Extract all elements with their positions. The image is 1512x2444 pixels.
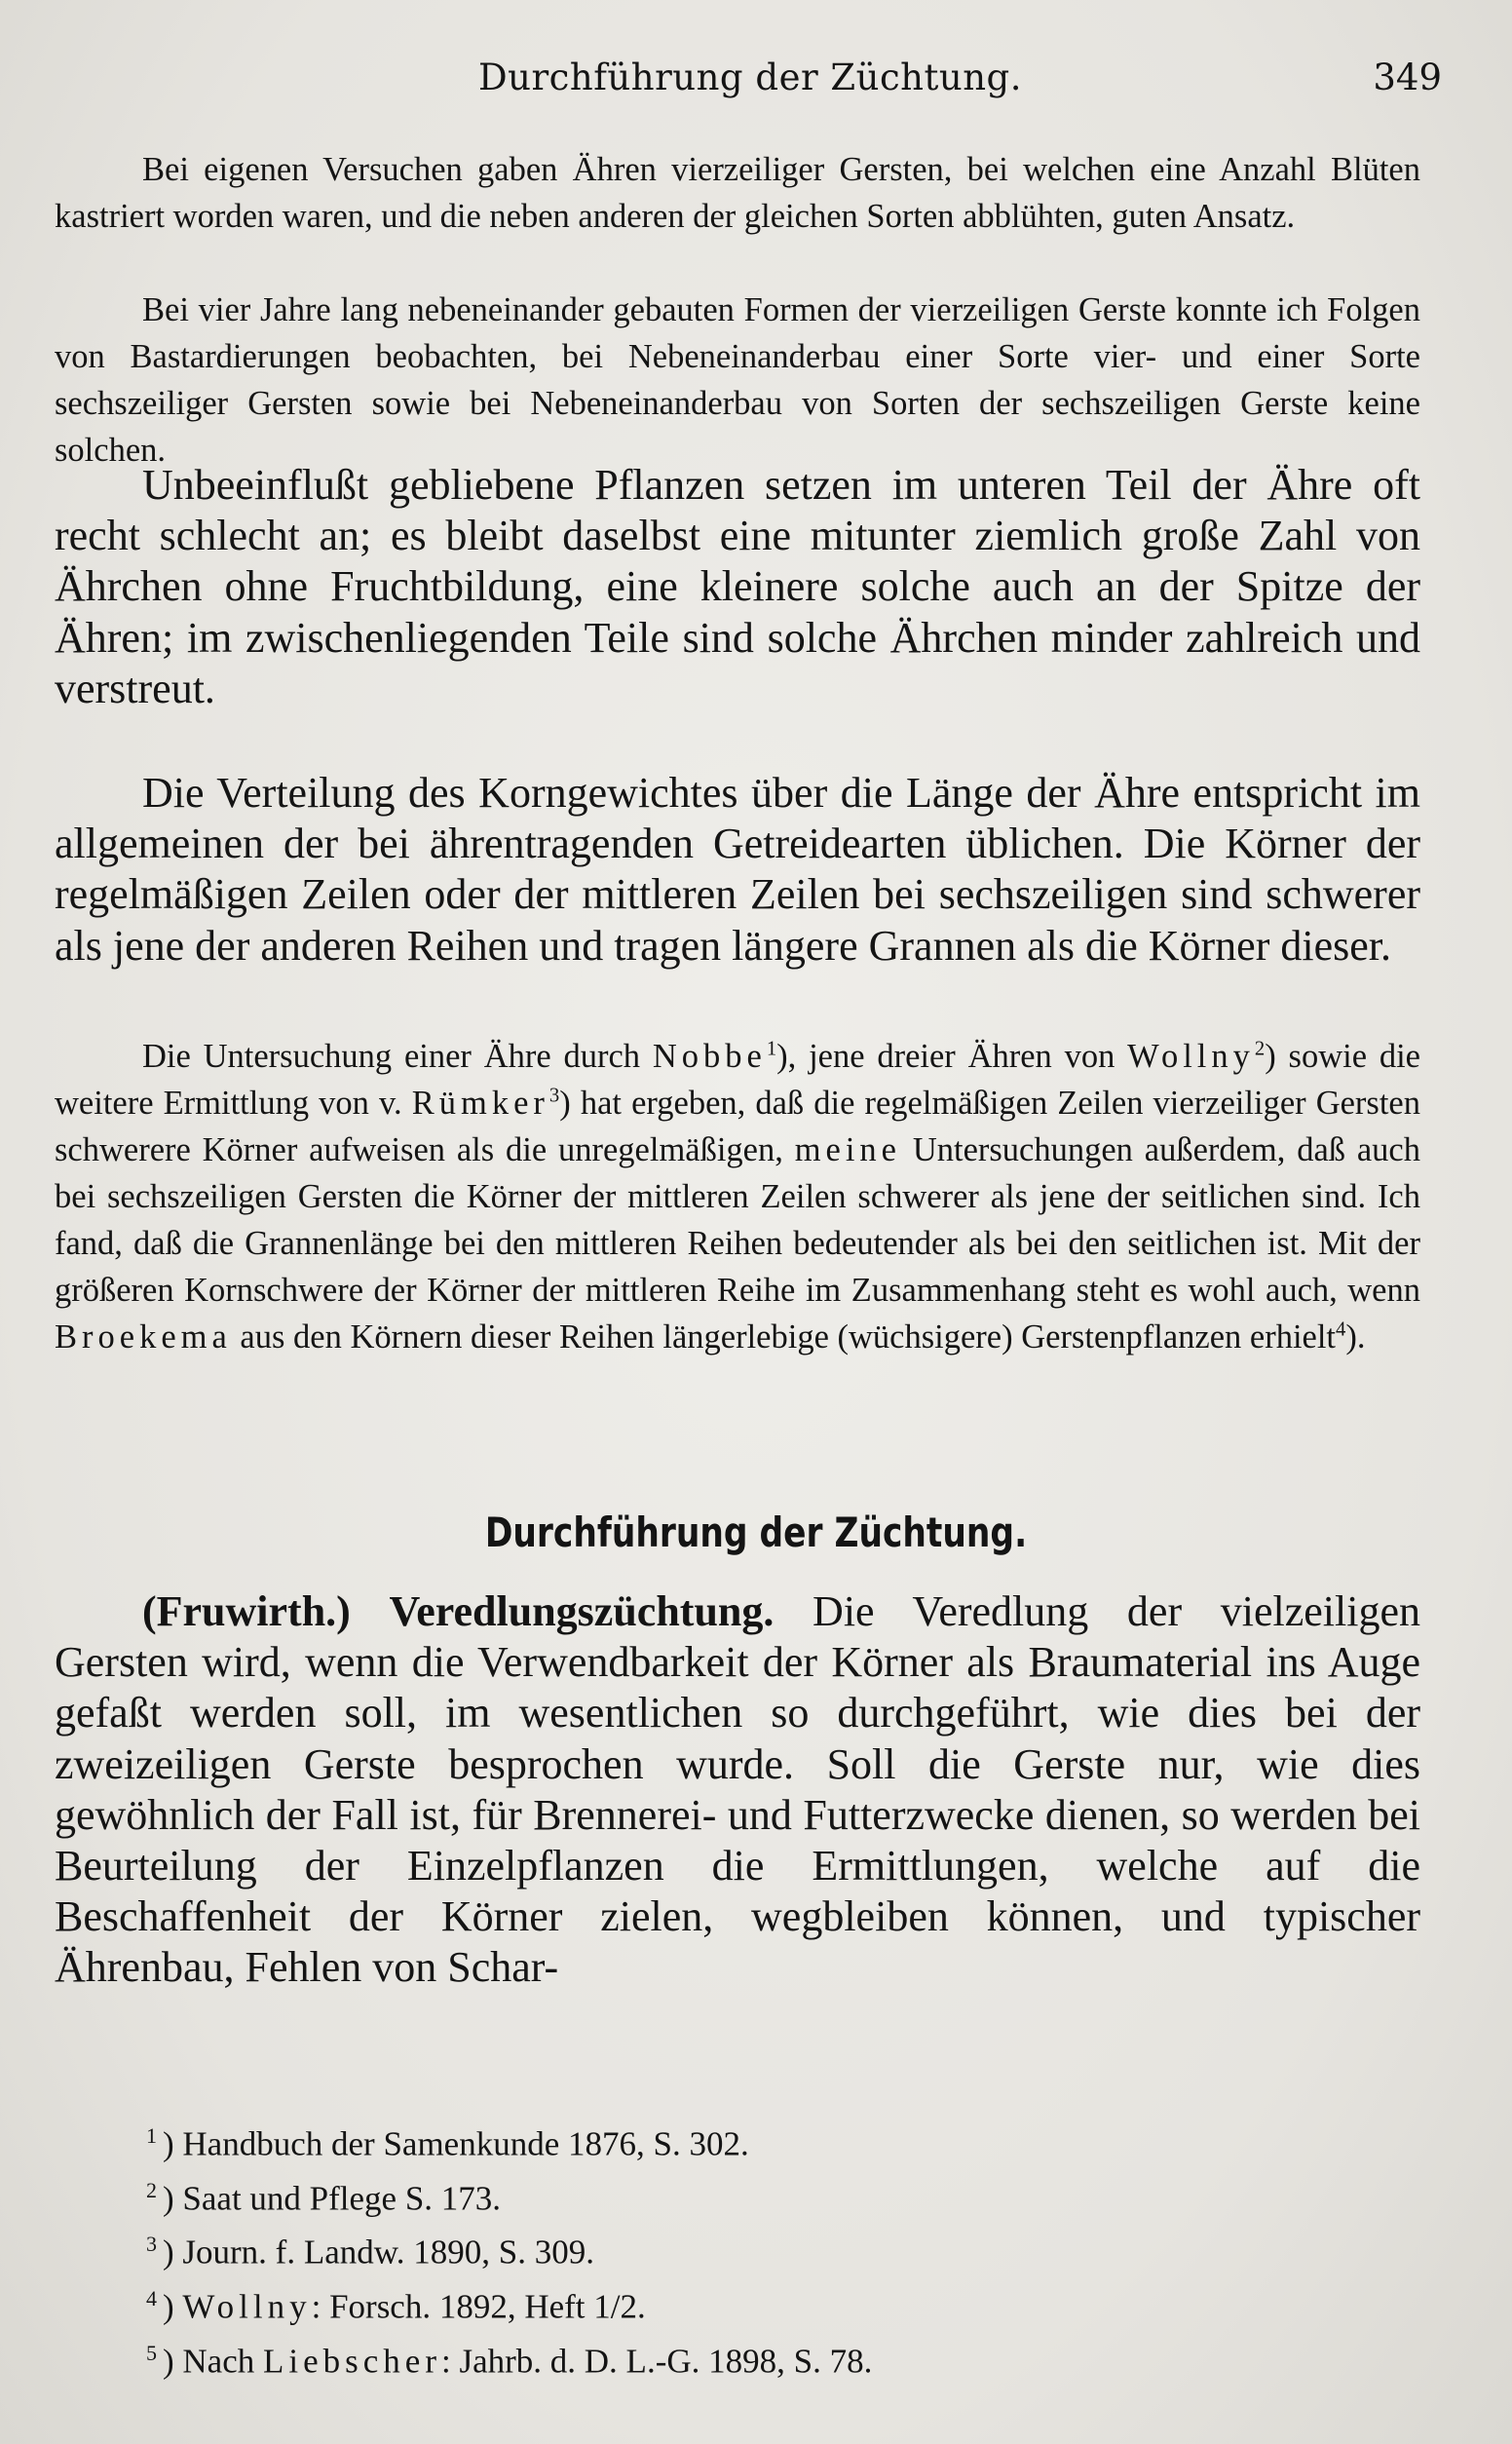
paragraph-refinement-breeding (55, 1586, 1420, 1994)
footnote-text: : Forsch. 1892, Heft 1/2. (311, 2287, 646, 2326)
footnote-mark: 3 (146, 2232, 157, 2257)
footnote-ref-2[interactable]: 2 (1254, 1038, 1266, 1060)
p5-text-4: ) hat ergeben, daß die regelmäßigen Zeilen vierzeiliger Gersten schwerere Körner aufweisen als die unregelmäßigen, (55, 1085, 1420, 1168)
footnote-ref-4[interactable]: 4 (1336, 1318, 1346, 1341)
footnote-4 (146, 2275, 1315, 2330)
p5-text-2: ), jene dreier Ähren von (776, 1038, 1128, 1075)
p5-text-7: ). (1345, 1318, 1366, 1356)
footnote-ref-3[interactable]: 3 (548, 1085, 560, 1107)
author-ruemker: Rümker (411, 1085, 549, 1122)
section-heading: Durchführung der Züchtung. (484, 1508, 1028, 1556)
paragraph-investigations (55, 1033, 1420, 1360)
running-head (58, 57, 1442, 115)
footnote-1 (146, 2113, 1315, 2167)
p5-text-3: ) sowie die weitere Ermittlung von v. (55, 1038, 1420, 1122)
author-attribution: (Fruwirth.) (142, 1587, 351, 1635)
footnote-text: ) Saat und Pflege S. 173. (163, 2179, 502, 2218)
p5-text-6: aus den Körnern dieser Reihen längerlebige (wüchsigere) Gerstenpflanzen erhielt (231, 1318, 1337, 1356)
paragraph-hybridization: Bei vier Jahre lang nebeneinander gebauten Formen der vierzeiligen Gerste konnte ich Folgen von Bastardierungen beobachten, bei Nebeneinanderbau einer Sorte vier- und einer Sorte sechszeiliger Gersten sowie bei Nebeneinanderbau von Sorten der sechszeiligen Gerste keine solchen. (55, 291, 1420, 469)
paragraph-own-experiments: Bei eigenen Versuchen gaben Ähren vierzeiliger Gersten, bei welchen eine Anzahl Blüten kastriert worden waren, und die neben anderen der gleichen Sorten abblühten, guten Ansatz. (55, 151, 1420, 235)
run-in-heading: Veredlungszüchtung. (389, 1587, 775, 1635)
footnote-3 (146, 2221, 1315, 2275)
footnote-text: : Jahrb. d. D. L.-G. 1898, S. 78. (441, 2342, 873, 2381)
footnote-5 (146, 2330, 1315, 2385)
footnote-author: Liebscher (263, 2342, 441, 2381)
footnote-mark: 1 (146, 2123, 157, 2148)
p5-text-1: Die Untersuchung einer Ähre durch (142, 1038, 653, 1075)
author-broekema: Broekema (55, 1318, 232, 1356)
footnote-text: ) Handbuch der Samenkunde 1876, S. 302. (163, 2124, 749, 2163)
footnote-mark: 2 (146, 2177, 157, 2202)
footnote-ref-1[interactable]: 1 (766, 1038, 777, 1060)
p6-text: Die Veredlung der vielzeiligen Gersten wird, wenn die Verwendbarkeit der Körner als Braumaterial ins Auge gefaßt werden soll, im wesentlichen so durchgeführt, wie dies bei der zweizeiligen Gerste besprochen wurde. Soll die Gerste nur, wie dies gewöhnlich der Fall ist, für Brennerei- und Futterzwecke dienen, so werden bei Beurteilung der Einzelpflanzen die Ermittlungen, welche auf die Beschaffenheit der Körner zielen, wegbleiben können, und typischer Ährenbau, Fehlen von Schar- (55, 1587, 1420, 1992)
footnote-prefix: ) (163, 2287, 183, 2326)
page-number: 349 (1373, 57, 1442, 98)
footnote-author: Wollny (182, 2287, 312, 2326)
footnote-mark: 5 (146, 2340, 157, 2365)
footnote-prefix: ) Nach (163, 2342, 264, 2381)
footnote-2 (146, 2167, 1315, 2222)
footnote-mark: 4 (146, 2285, 157, 2310)
p5-text-5: Untersuchungen außerdem, daß auch bei sechszeiligen Gersten die Körner der mittleren Zeilen schwerer als jene der seitlichen sind. Ich fand, daß die Grannenlänge bei den mittleren Reihen bedeutender als bei den seitlichen ist. Mit der größeren Kornschwere der Körner der mittleren Reihe im Zusammenhang steht es wohl auch, wenn (55, 1131, 1420, 1309)
emphasis-meine: meine (794, 1131, 901, 1168)
footnotes (146, 2113, 1315, 2384)
paragraph-uninfluenced-plants: Unbeeinflußt gebliebene Pflanzen setzen im unteren Teil der Ähre oft recht schlecht an; es bleibt daselbst eine mitunter ziemlich große Zahl von Ährchen ohne Fruchtbildung, eine kleinere solche auch an der Spitze der Ähren; im zwischenliegenden Teile sind solche Ährchen minder zahlreich und verstreut. (55, 461, 1420, 712)
paragraph-grain-weight: Die Verteilung des Korngewichtes über die Länge der Ähre entspricht im allgemeinen der bei ährentragenden Getreidearten üblichen. Die Körner der regelmäßigen Zeilen oder der mittleren Zeilen bei sechszeiligen sind schwerer als jene der anderen Reihen und tragen längere Grannen als die Körner dieser. (55, 769, 1420, 970)
author-nobbe: Nobbe (652, 1038, 767, 1075)
footnote-text: ) Journ. f. Landw. 1890, S. 309. (163, 2233, 594, 2272)
author-wollny: Wollny (1127, 1038, 1255, 1075)
running-title: Durchführung der Züchtung. (478, 57, 1022, 98)
